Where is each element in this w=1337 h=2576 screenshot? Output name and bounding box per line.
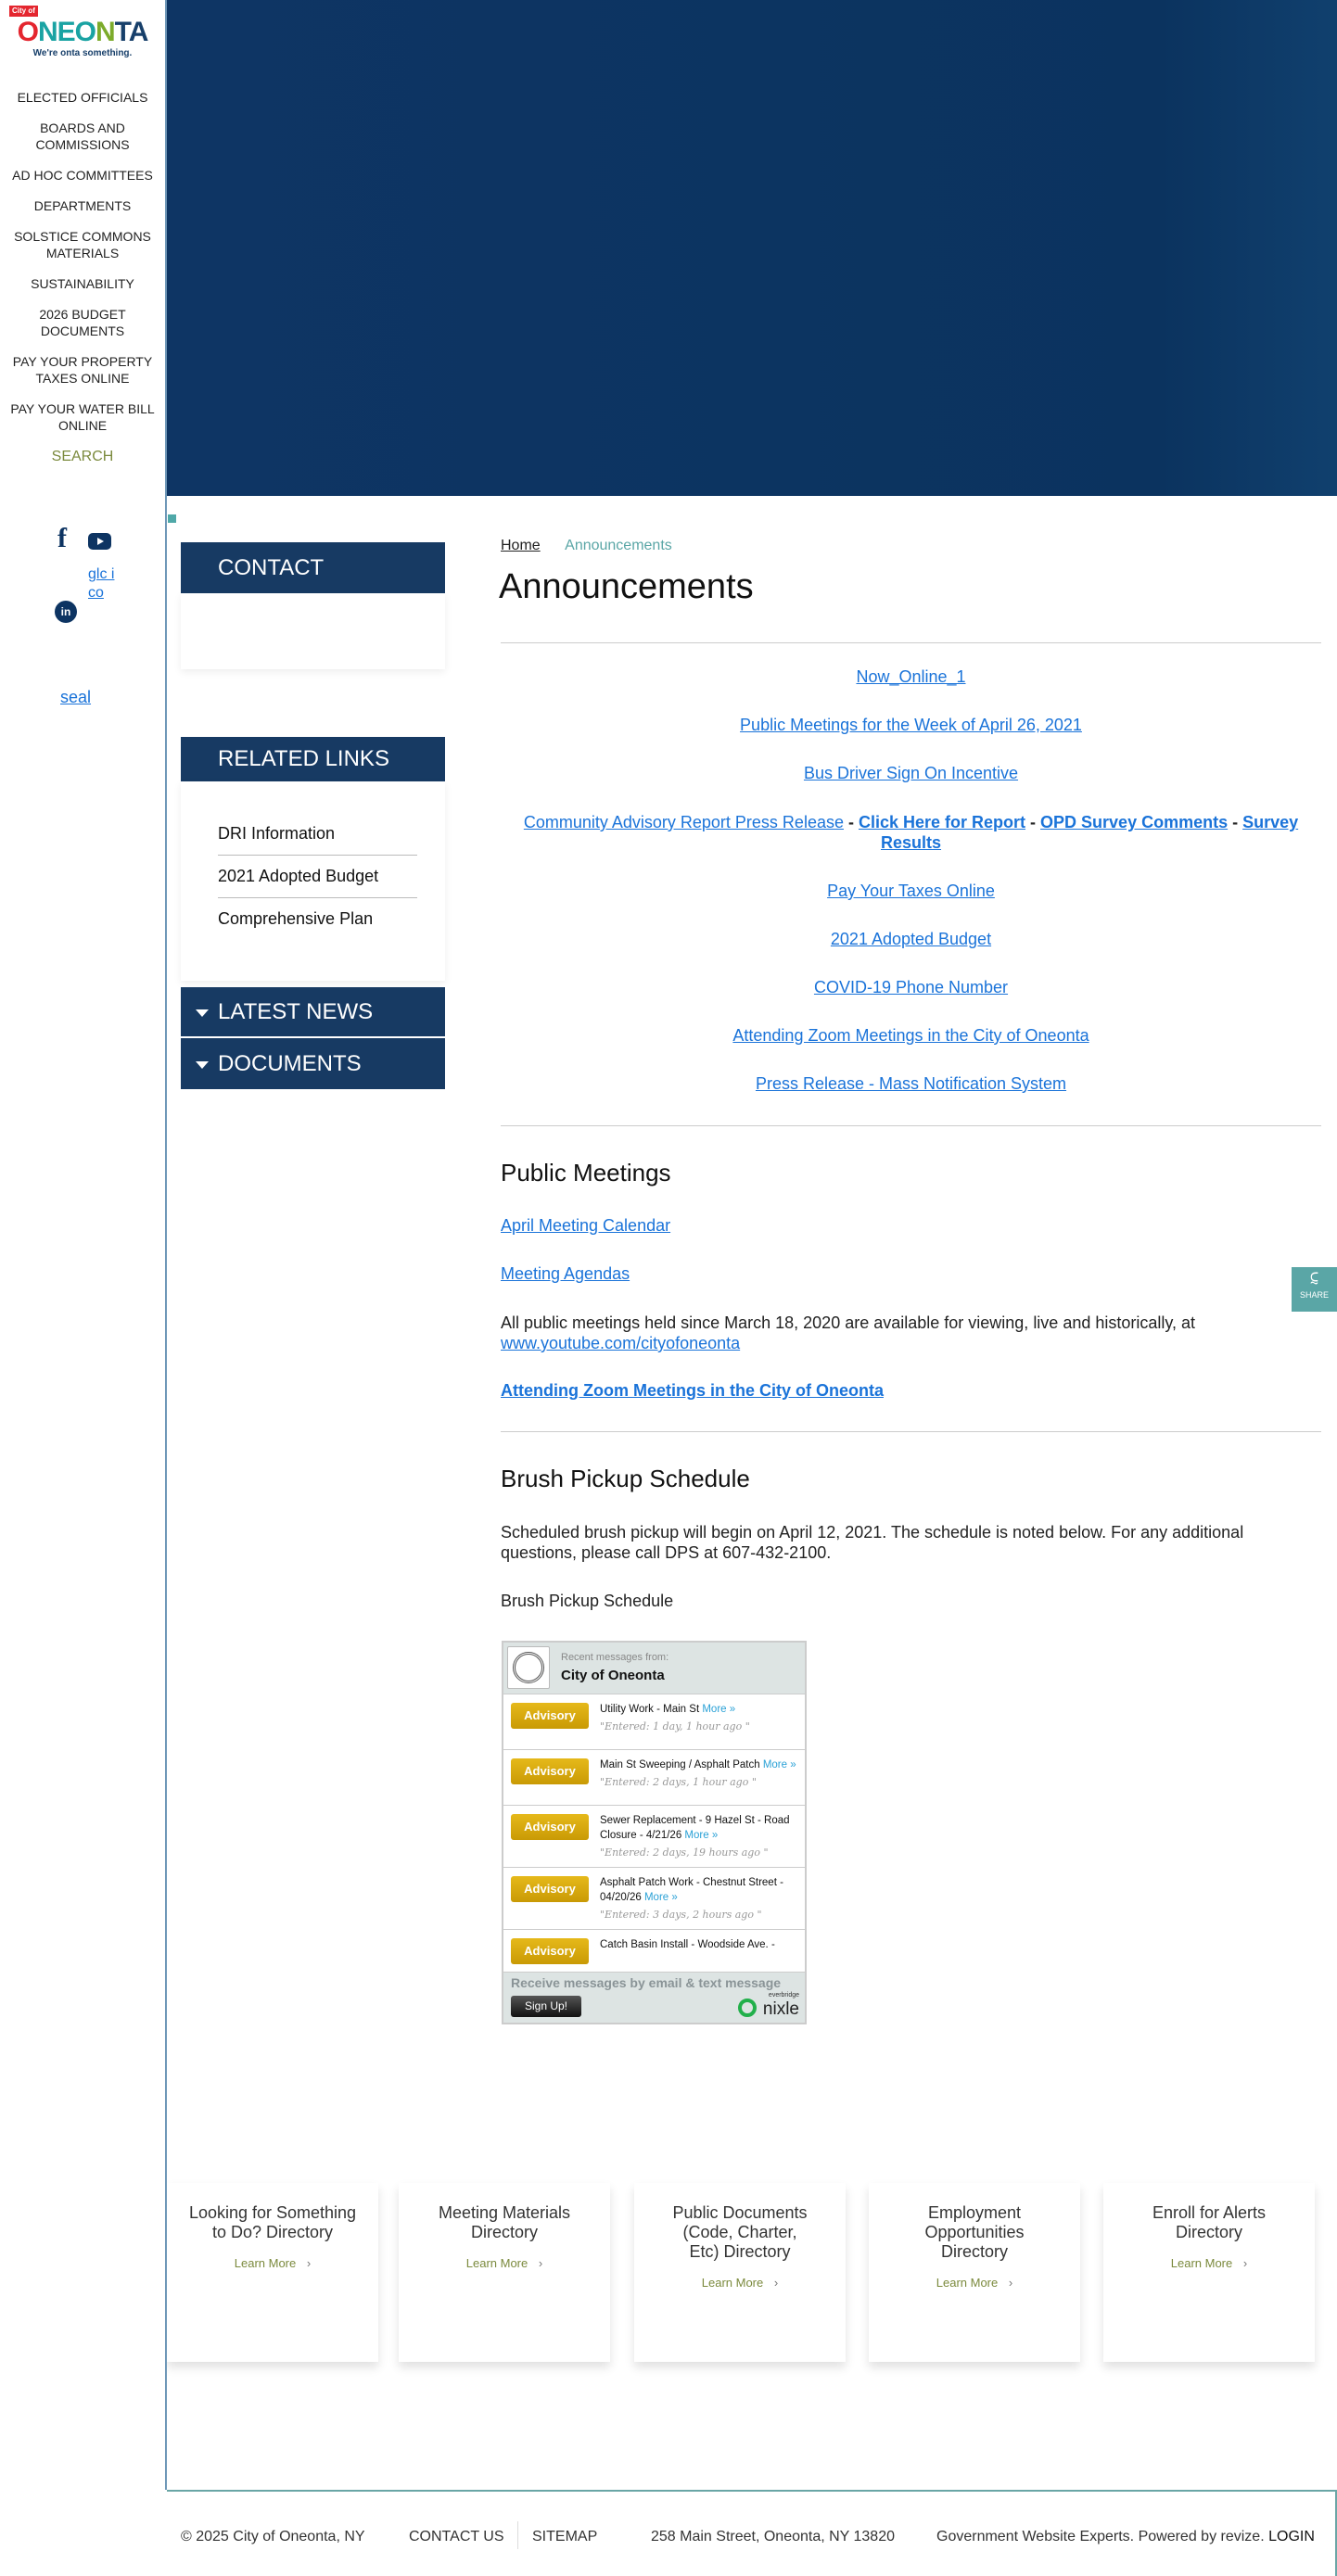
nixle-receive-text: Receive messages by email & text message	[511, 1975, 782, 1990]
announcement-link[interactable]: Attending Zoom Meetings in the City of Oneonta	[732, 1026, 1089, 1045]
message-title: Catch Basin Install - Woodside Ave. -	[600, 1939, 775, 1950]
chevron-right-icon: ›	[306, 2256, 312, 2270]
nixle-recent-label: Recent messages from:	[561, 1652, 669, 1663]
advisory-badge: Advisory	[511, 1938, 589, 1964]
advisory-badge: Advisory	[511, 1814, 589, 1840]
nixle-message[interactable]	[503, 1867, 805, 1929]
facebook-icon[interactable]: f	[57, 523, 67, 553]
breadcrumb-home[interactable]: Home	[501, 538, 541, 553]
nixle-message[interactable]	[503, 1749, 805, 1805]
advisory-badge: Advisory	[511, 1703, 589, 1729]
nav-item[interactable]: 2026 BUDGET DOCUMENTS	[39, 307, 126, 338]
announcement-link[interactable]: 2021 Adopted Budget	[830, 930, 992, 948]
latest-news-label: LATEST NEWS	[218, 999, 374, 1024]
separator: -	[843, 813, 859, 831]
nixle-widget	[502, 1641, 807, 2024]
divider	[501, 1125, 1321, 1126]
report-link[interactable]: Click Here for Report	[858, 813, 1026, 831]
nixle-message[interactable]	[503, 1694, 805, 1749]
learn-more-link[interactable]	[167, 2253, 378, 2273]
card-title: Public Documents (Code, Charter, Etc) Directory	[672, 2203, 808, 2261]
survey-results-link[interactable]: Survey Results	[880, 813, 1299, 852]
nav-item[interactable]: PAY YOUR PROPERTY TAXES ONLINE	[12, 354, 153, 386]
signup-button[interactable]: Sign Up!	[511, 1996, 581, 2017]
nixle-message[interactable]	[503, 1929, 805, 1972]
directory-card[interactable]	[634, 2183, 846, 2362]
related-links-header: RELATED LINKS	[181, 737, 445, 781]
nav-item[interactable]: DEPARTMENTS	[33, 198, 132, 213]
related-link[interactable]: 2021 Adopted Budget	[218, 856, 417, 898]
logo-city-of: City of	[9, 6, 38, 17]
search-link[interactable]: SEARCH	[51, 449, 114, 464]
related-link[interactable]: DRI Information	[218, 813, 417, 856]
contact-us-link[interactable]: CONTACT US	[409, 2529, 504, 2544]
opd-survey-link[interactable]: OPD Survey Comments	[1040, 813, 1229, 831]
powered-by[interactable]: Government Website Experts. Powered by revize.	[936, 2529, 1265, 2544]
linkedin-icon[interactable]: in	[55, 601, 77, 623]
message-title: Sewer Replacement - 9 Hazel St - Road Closure - 4/21/26	[600, 1815, 790, 1841]
nav-item[interactable]: AD HOC COMMITTEES	[12, 168, 153, 183]
learn-more-label: Learn More	[465, 2256, 528, 2270]
learn-more-label: Learn More	[1170, 2256, 1233, 2270]
brush-pickup-heading: Brush Pickup Schedule	[501, 1465, 750, 1492]
public-meetings-heading: Public Meetings	[501, 1159, 671, 1186]
share-icon: ⫇	[1309, 1272, 1319, 1288]
latest-news-toggle[interactable]	[181, 987, 445, 1036]
footer-divider	[517, 2521, 518, 2549]
advisory-badge: Advisory	[511, 1758, 589, 1784]
card-title: Meeting Materials Directory	[438, 2203, 571, 2241]
announcement-link[interactable]: Pay Your Taxes Online	[827, 882, 995, 900]
directory-card[interactable]	[1103, 2183, 1315, 2362]
brush-schedule-image: Brush Pickup Schedule	[501, 1592, 674, 1610]
card-title: Employment Opportunities Directory	[924, 2203, 1025, 2261]
announcement-link[interactable]: Press Release - Mass Notification System	[755, 1074, 1067, 1093]
chevron-right-icon: ›	[538, 2256, 543, 2270]
meetings-text: All public meetings held since March 18, 2020 are available for viewing, live and historically, at	[501, 1313, 1196, 1332]
meeting-agendas-link[interactable]: Meeting Agendas	[501, 1264, 630, 1283]
contact-body	[181, 593, 445, 669]
card-title: Looking for Something to Do? Directory	[188, 2203, 357, 2241]
message-time: "Entered: 2 days, 1 hour ago "	[600, 1776, 757, 1788]
announcement-link[interactable]: Public Meetings for the Week of April 26, 2021	[740, 716, 1082, 734]
community-advisory-link[interactable]: Community Advisory Report Press Release	[523, 813, 844, 831]
april-calendar-link[interactable]: April Meeting Calendar	[501, 1216, 671, 1235]
separator: -	[1025, 813, 1041, 831]
chevron-right-icon: ›	[1008, 2276, 1013, 2290]
share-button[interactable]	[1292, 1267, 1337, 1312]
city-seal-icon	[507, 1646, 550, 1689]
breadcrumb-current: Announcements	[565, 538, 672, 553]
brush-text: Scheduled brush pickup will begin on April 12, 2021. The schedule is noted below. For any additional questions, please call DPS at 607-432-2100.	[501, 1523, 1244, 1562]
sitemap-link[interactable]: SITEMAP	[532, 2529, 598, 2544]
directory-card[interactable]	[167, 2183, 378, 2362]
copyright: © 2025 City of Oneonta, NY	[181, 2529, 365, 2544]
more-link[interactable]: More »	[643, 1892, 678, 1903]
contact-header: CONTACT	[181, 542, 445, 593]
nixle-logo-icon	[738, 1999, 757, 2017]
message-time: "Entered: 1 day, 1 hour ago "	[600, 1720, 750, 1732]
nav-item[interactable]: BOARDS AND COMMISSIONS	[35, 121, 130, 152]
separator: -	[1228, 813, 1243, 831]
left-navigation	[0, 0, 167, 2490]
caret-down-icon	[196, 1061, 209, 1069]
learn-more-label: Learn More	[936, 2276, 999, 2290]
divider	[501, 642, 1321, 643]
more-link[interactable]: More »	[762, 1759, 796, 1770]
learn-more-link[interactable]	[869, 2273, 1080, 2292]
oneonta-logo[interactable]	[4, 6, 161, 59]
menu-toggle-icon[interactable]	[168, 514, 176, 523]
more-link[interactable]: More »	[684, 1830, 719, 1841]
message-title: Asphalt Patch Work - Chestnut Street - 04/20/26	[600, 1877, 783, 1903]
nav-item[interactable]: ELECTED OFFICIALS	[17, 90, 148, 105]
announcement-link[interactable]: COVID-19 Phone Number	[813, 978, 1009, 996]
nav-item[interactable]: SUSTAINABILITY	[31, 276, 134, 291]
login-link[interactable]: LOGIN	[1268, 2529, 1315, 2544]
chevron-right-icon: ›	[1242, 2256, 1248, 2270]
hero-banner	[167, 0, 1337, 496]
directory-card[interactable]	[869, 2183, 1080, 2362]
message-time: "Entered: 3 days, 2 hours ago "	[600, 1909, 762, 1921]
learn-more-link[interactable]	[634, 2273, 846, 2292]
message-title: Utility Work - Main St	[600, 1704, 700, 1715]
nixle-message[interactable]	[503, 1805, 805, 1867]
learn-more-label: Learn More	[701, 2276, 764, 2290]
directory-card[interactable]	[399, 2183, 610, 2362]
address: 258 Main Street, Oneonta, NY 13820	[651, 2529, 895, 2544]
now-online-image[interactable]: Now_Online_1	[856, 667, 966, 686]
message-time: "Entered: 2 days, 19 hours ago "	[600, 1846, 769, 1859]
card-title: Enroll for Alerts Directory	[1152, 2203, 1267, 2241]
caret-down-icon	[196, 1009, 209, 1017]
zoom-meetings-link[interactable]: Attending Zoom Meetings in the City of Oneonta	[501, 1381, 884, 1400]
page-title: Announcements	[499, 567, 754, 606]
related-links-list	[181, 781, 445, 981]
nixle-org: City of Oneonta	[561, 1668, 665, 1683]
documents-label: DOCUMENTS	[218, 1051, 362, 1076]
logo-wordmark: ONEONTA	[17, 17, 148, 47]
chevron-right-icon: ›	[773, 2276, 779, 2290]
learn-more-link[interactable]	[1103, 2253, 1315, 2273]
learn-more-link[interactable]	[399, 2253, 610, 2273]
nav-item[interactable]: PAY YOUR WATER BILL ONLINE	[10, 401, 155, 433]
announcement-link[interactable]: Bus Driver Sign On Incentive	[803, 764, 1019, 782]
message-title: Main St Sweeping / Asphalt Patch	[600, 1759, 760, 1770]
divider	[501, 1431, 1321, 1432]
more-link[interactable]: More »	[702, 1704, 736, 1715]
nixle-brand: nixle	[762, 1999, 799, 2019]
documents-toggle[interactable]	[181, 1038, 445, 1089]
nixle-brand-small: everbridge	[768, 1992, 799, 1999]
advisory-badge: Advisory	[511, 1876, 589, 1902]
footer	[167, 2490, 1337, 2576]
logo-tagline: We're onta something.	[32, 48, 133, 58]
share-label: SHARE	[1299, 1290, 1329, 1300]
learn-more-label: Learn More	[234, 2256, 297, 2270]
related-link[interactable]: Comprehensive Plan	[218, 909, 374, 928]
youtube-icon[interactable]	[88, 533, 111, 550]
seal-image[interactable]: seal	[60, 688, 92, 706]
glc-icon-image[interactable]: glc ico	[88, 566, 115, 601]
nav-item[interactable]: SOLSTICE COMMONS MATERIALS	[14, 229, 151, 260]
youtube-link[interactable]: www.youtube.com/cityofoneonta	[501, 1334, 741, 1352]
